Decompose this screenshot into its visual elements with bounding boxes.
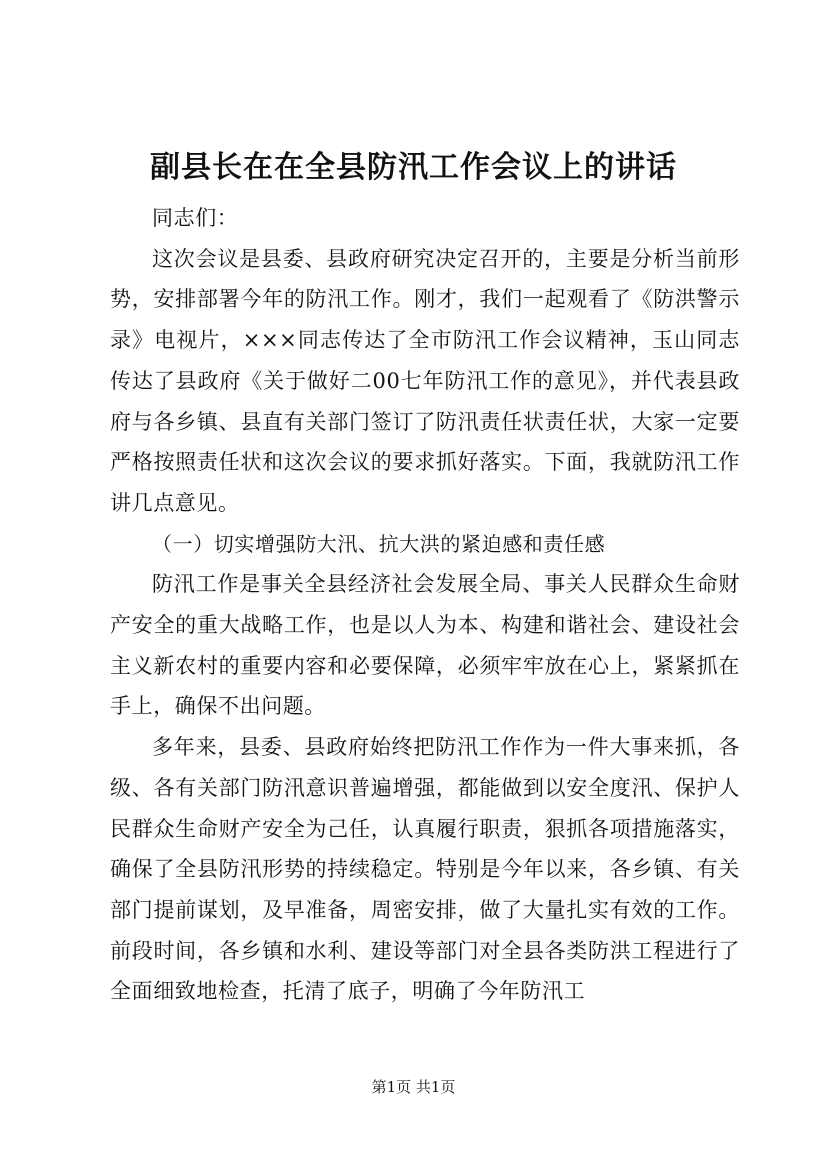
paragraph: 多年来，县委、县政府始终把防汛工作作为一件大事来抓，各级、各有关部门防汛意识普遍增强，都能做到以安全度汛、保护人民群众生命财产安全为己任，认真履行职责，狠抓各项措施落实，确保了全县防汛形势的持续稳定。特别是今年以来，各乡镇、有关部门提前谋划，及早准备，周密安排，做了大量扎实有效的工作。前段时间，各乡镇和水利、建设等部门对全县各类防洪工程进行了全面细致地检查，托清了底子，明确了今年防汛工	[110, 735, 740, 1004]
page-footer: 第1页 共1页	[371, 1078, 456, 1096]
section-heading: （一）切实增强防大汛、抗大洪的紧迫感和责任感	[152, 531, 606, 556]
salutation: 同志们：	[152, 206, 239, 230]
paragraph: 防汛工作是事关全县经济社会发展全局、事关人民群众生命财产安全的重大战略工作，也是以人为本、构建和谐社会、建设社会主义新农村的重要内容和必要保障，必须牢牢放在心上，紧紧抓在手上，确保不出问题。	[110, 572, 740, 719]
page-title: 副县长在在全县防汛工作会议上的讲话	[150, 150, 677, 185]
paragraph: 这次会议是县委、县政府研究决定召开的，主要是分析当前形势，安排部署今年的防汛工作。刚才，我们一起观看了《防洪警示录》电视片，×××同志传达了全市防汛工作会议精神，玉山同志传达了县政府《关于做好二00七年防汛工作的意见》，并代表县政府与各乡镇、县直有关部门签订了防汛责任状责任状，大家一定要严格按照责任状和这次会议的要求抓好落实。下面，我就防汛工作讲几点意见。	[110, 246, 740, 515]
document-body	[110, 198, 740, 1012]
